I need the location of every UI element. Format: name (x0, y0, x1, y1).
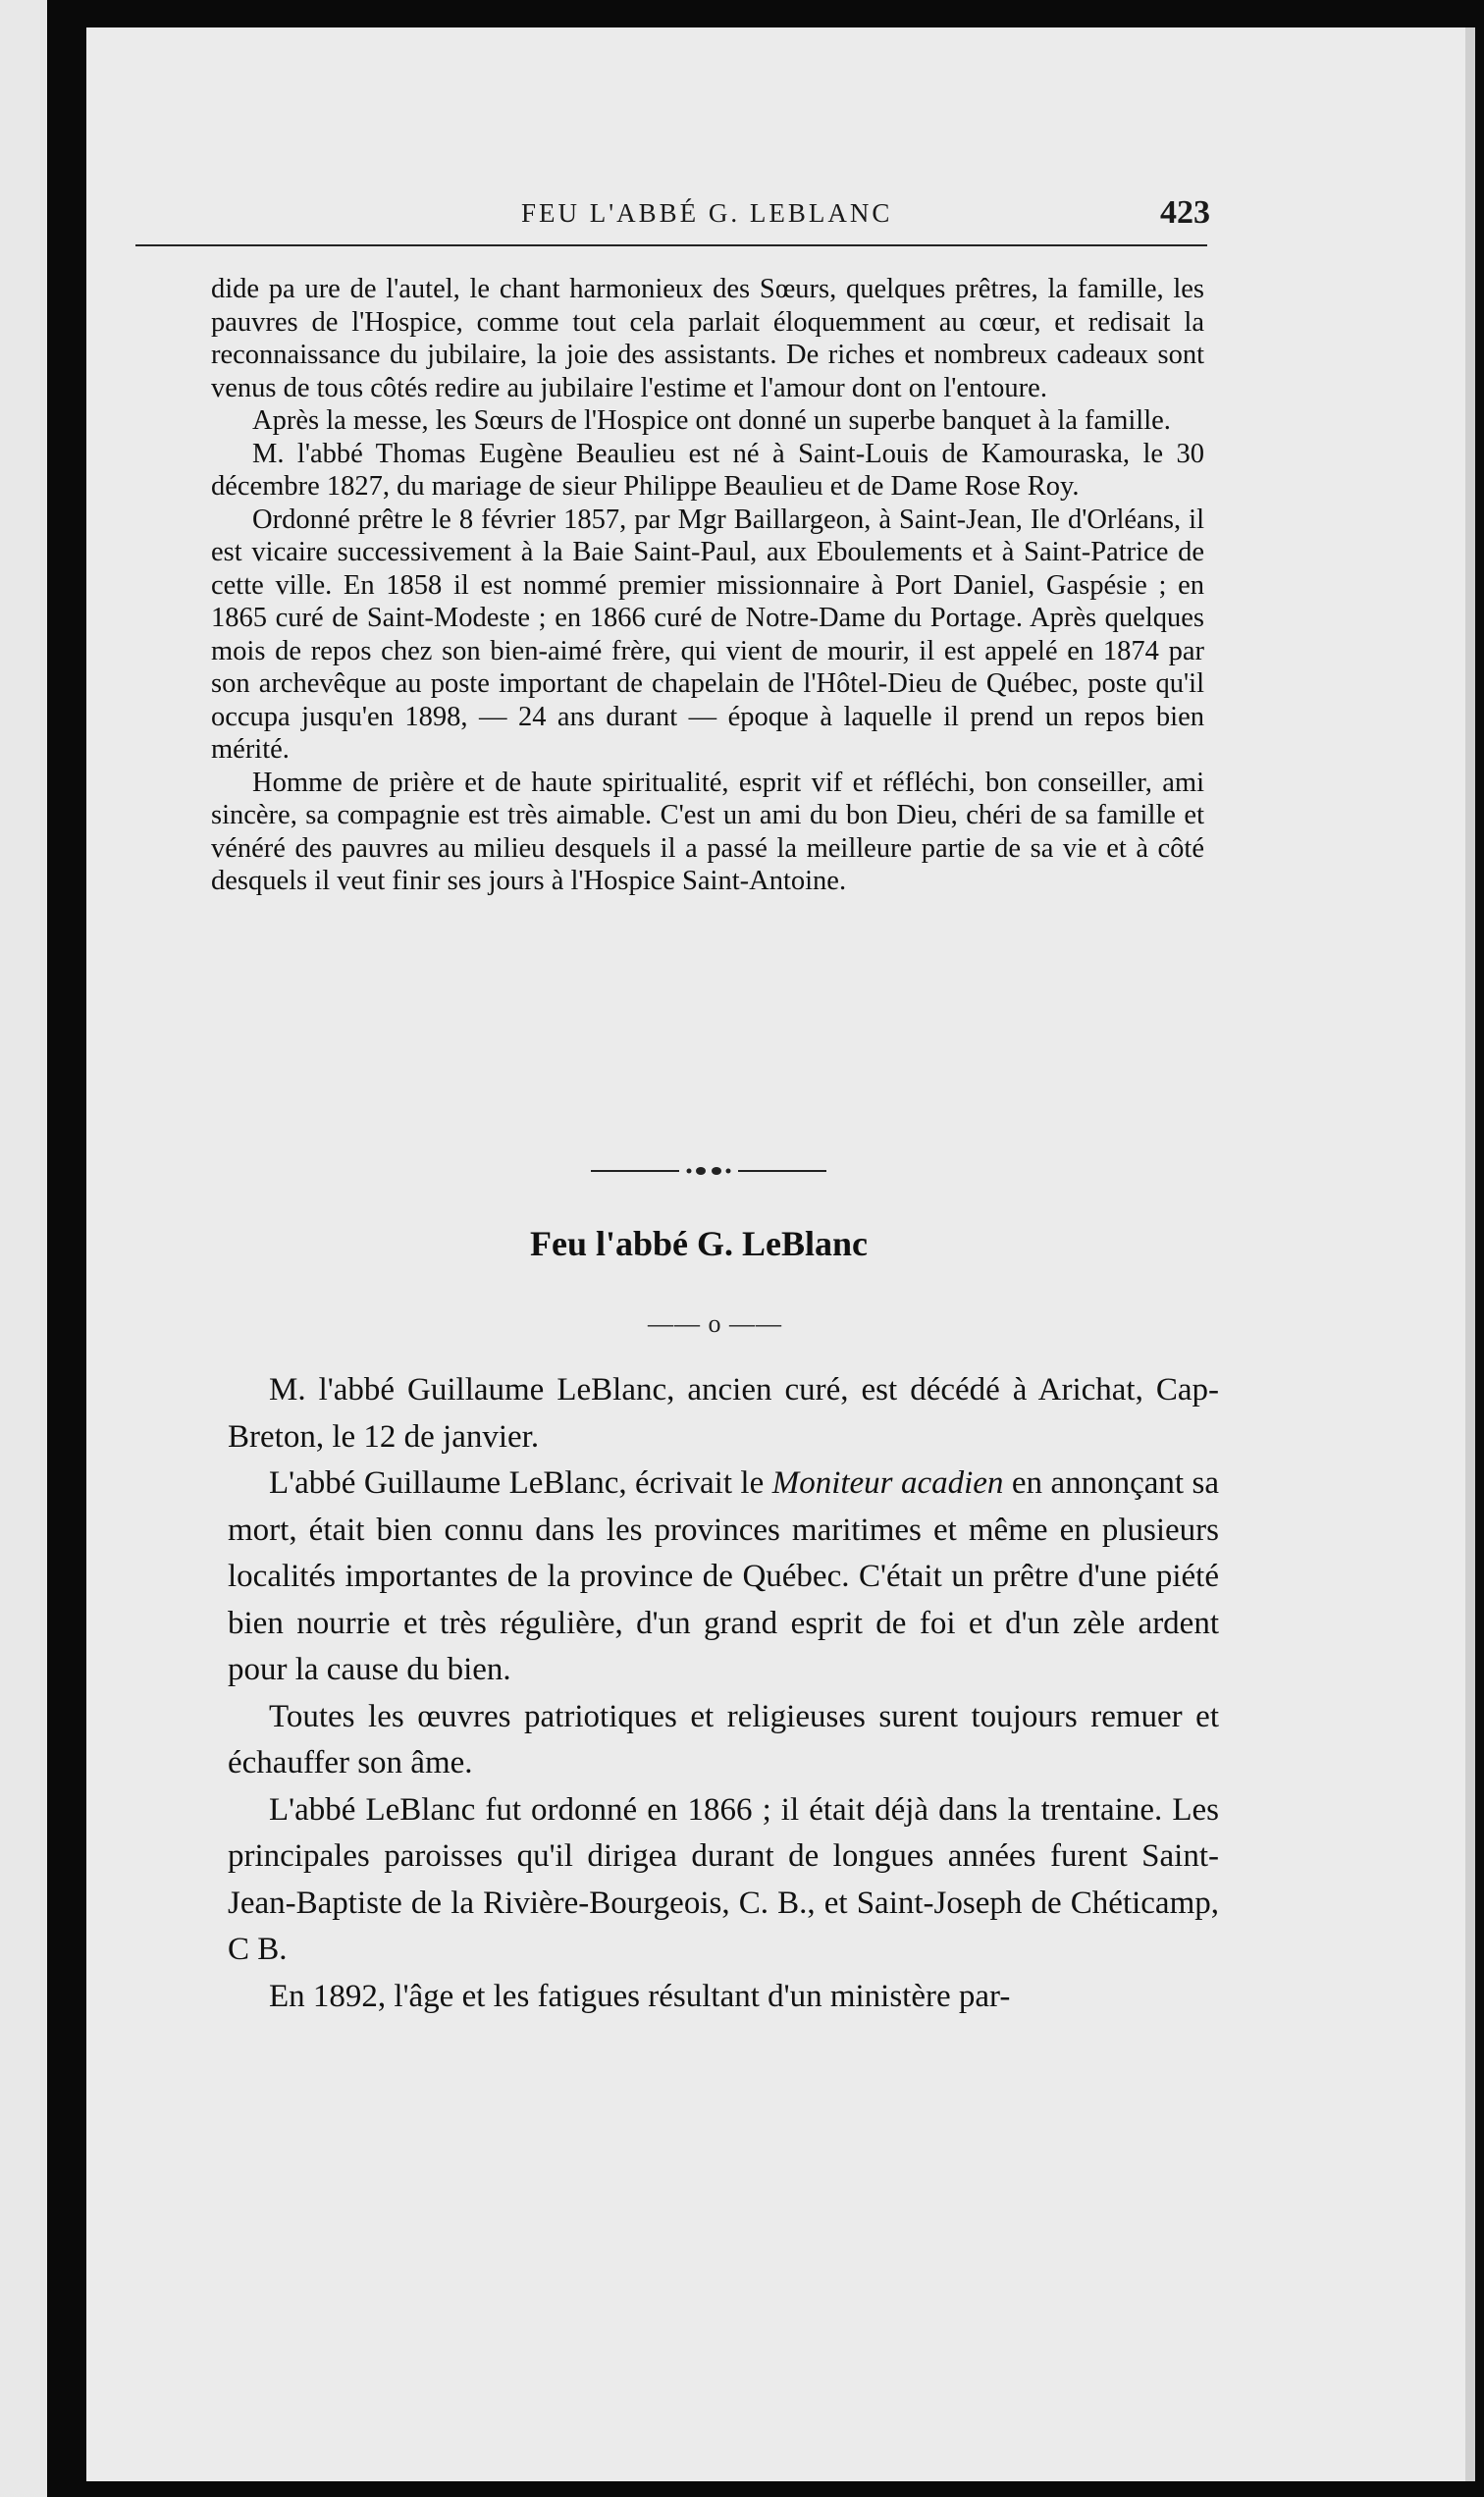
title-separator: —— o —— (648, 1309, 782, 1338)
running-head: FEU L'ABBÉ G. LEBLANC (521, 198, 893, 228)
paragraph (228, 1461, 1219, 1694)
paragraph: Ordonné prêtre le 8 février 1857, par Mgr Baillargeon, à Saint-Jean, Ile d'Orléans, il est vicaire successivement à la Baie Saint-Paul, aux Eboulements et à Saint-Patrice de cette ville. En 1858 il est nommé premier missionnaire à Port Daniel, Gaspésie ; en 1865 curé de Saint-Modeste ; en 1866 curé de Notre-Dame du Portage. Après quelques mois de repos chez son bien-aimé frère, qui vient de mourir, il est appelé en 1874 par son archevêque au poste important de chapelain de l'Hôtel-Dieu de Québec, poste qu'il occupa jusqu'en 1898, — 24 ans durant — époque à laquelle il prend un repos bien mérité. (211, 504, 1204, 765)
newspaper-title: Moniteur acadien (771, 1465, 1004, 1501)
page-header (131, 194, 1210, 238)
paragraph: Homme de prière et de haute spiritualité, esprit vif et réfléchi, bon conseiller, ami sincère, sa compagnie est très aimable. C'est un ami du bon Dieu, chéri de sa famille et vénéré des pauvres au milieu desquels il a passé la meilleure partie de sa vie et à côté desquels il veut finir ses jours à l'Hospice Saint-Antoine. (211, 767, 1204, 896)
paragraph: L'abbé LeBlanc fut ordonné en 1866 ; il était déjà dans la trentaine. Les principales paroisses qu'il dirigea durant de longues années furent Saint-Jean-Baptiste de la Rivière-Bourgeois, C. B., et Saint-Joseph de Chéticamp, C B. (228, 1791, 1219, 1967)
page-number: 423 (1160, 194, 1210, 231)
article-continuation (211, 273, 1204, 898)
paragraph: Toutes les œuvres patriotiques et religieuses surent toujours remuer et échauffer son âme. (228, 1698, 1219, 1780)
section-title: Feu l'abbé G. LeBlanc (530, 1224, 869, 1263)
paragraph: M. l'abbé Thomas Eugène Beaulieu est né à Saint-Louis de Kamouraska, le 30 décembre 1827, du mariage de sieur Philippe Beaulieu et de Dame Rose Roy. (211, 438, 1204, 502)
paragraph: dide pa ure de l'autel, le chant harmonieux des Sœurs, quelques prêtres, la famille, les pauvres de l'Hospice, comme tout cela parlait éloquemment au cœur, et redisait la reconnaissance du jubilaire, la joie des assistants. De riches et nombreux cadeaux sont venus de tous côtés redire au jubilaire l'estime et l'amour dont on l'entoure. (211, 274, 1204, 403)
previous-page-edge (0, 0, 47, 2497)
paragraph: Après la messe, les Sœurs de l'Hospice ont donné un superbe banquet à la famille. (252, 405, 1171, 436)
header-rule (135, 244, 1207, 246)
text-run: L'abbé Guillaume LeBlanc, écrivait le (269, 1465, 772, 1501)
text-run: en annonçant sa mort, était bien connu dans les provinces maritimes et même en plusieurs localités importantes de la province de Québec. C'était un prêtre d'une piété bien nourrie et très régulière, d'un grand esprit de foi et d'un zèle ardent pour la cause du bien. (228, 1465, 1220, 1687)
section-ornament (591, 1164, 826, 1178)
paragraph: M. l'abbé Guillaume LeBlanc, ancien curé, est décédé à Arichat, Cap-Breton, le 12 de janvier. (228, 1372, 1219, 1455)
obituary-text (228, 1367, 1219, 2020)
paragraph: En 1892, l'âge et les fatigues résultant d'un ministère par- (269, 1978, 1011, 2014)
page-edge-shadow (1465, 27, 1475, 2481)
